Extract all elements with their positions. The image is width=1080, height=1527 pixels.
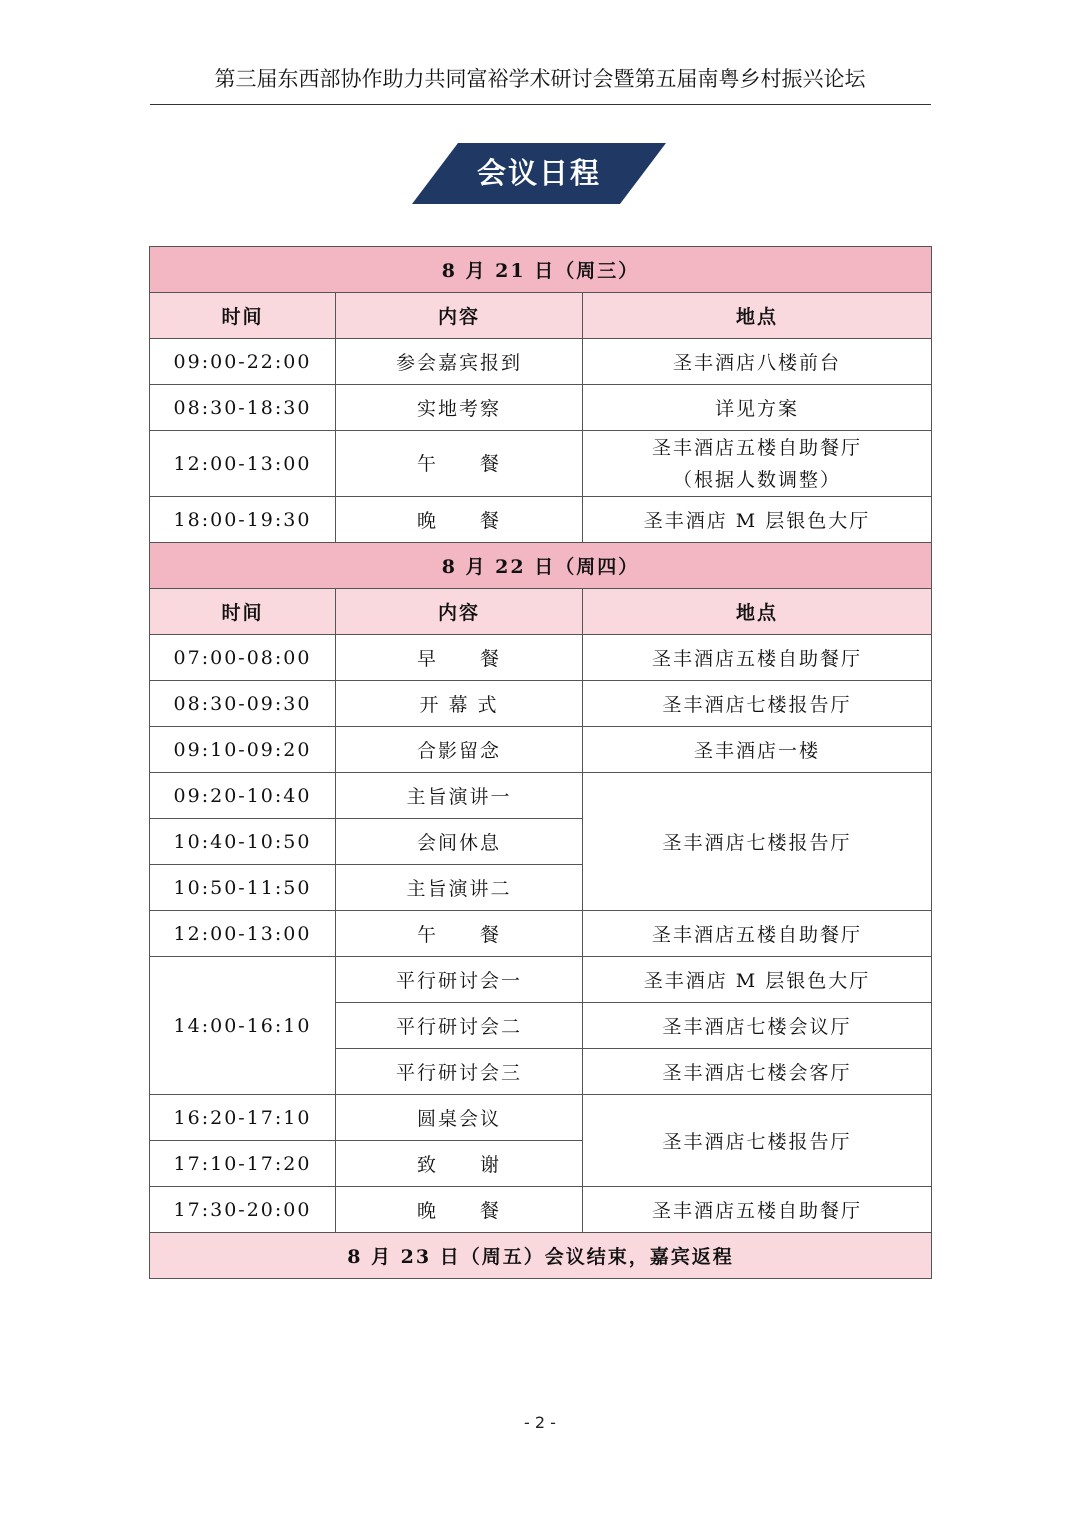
document-header-title: 第三届东西部协作助力共同富裕学术研讨会暨第五届南粤乡村振兴论坛 — [214, 67, 866, 91]
table-row — [150, 773, 932, 819]
content-cell: 平行研讨会一 — [336, 957, 583, 1003]
column-header-time: 时间 — [150, 293, 336, 339]
content-cell: 平行研讨会三 — [336, 1049, 583, 1095]
time-cell: 17:30-20:00 — [150, 1187, 336, 1233]
content-cell: 晚 餐 — [336, 497, 583, 543]
place-cell — [583, 431, 932, 497]
column-header-place: 地点 — [583, 589, 932, 635]
place-cell: 圣丰酒店七楼会议厅 — [583, 1003, 932, 1049]
time-cell: 10:40-10:50 — [150, 819, 336, 865]
closing-note: 8 月 23 日（周五）会议结束，嘉宾返程 — [150, 1233, 932, 1279]
table-row — [150, 1095, 932, 1141]
content-cell: 主旨演讲二 — [336, 865, 583, 911]
table-row — [150, 957, 932, 1003]
content-cell: 平行研讨会二 — [336, 1003, 583, 1049]
time-cell: 07:00-08:00 — [150, 635, 336, 681]
content-cell: 合影留念 — [336, 727, 583, 773]
time-cell: 12:00-13:00 — [150, 911, 336, 957]
column-header-row — [150, 293, 932, 339]
time-cell: 10:50-11:50 — [150, 865, 336, 911]
section-banner — [412, 143, 666, 204]
time-cell: 17:10-17:20 — [150, 1141, 336, 1187]
table-row — [150, 635, 932, 681]
place-cell: 圣丰酒店五楼自助餐厅 — [583, 911, 932, 957]
place-cell: 圣丰酒店七楼报告厅 — [583, 773, 932, 911]
place-cell: 圣丰酒店 M 层银色大厅 — [583, 497, 932, 543]
column-header-place: 地点 — [583, 293, 932, 339]
page-number: - 2 - — [524, 1413, 556, 1432]
table-row — [150, 339, 932, 385]
content-cell: 早 餐 — [336, 635, 583, 681]
time-cell: 12:00-13:00 — [150, 431, 336, 497]
place-cell: 详见方案 — [583, 385, 932, 431]
banner-title: 会议日程 — [476, 156, 601, 190]
header-divider — [150, 104, 931, 105]
time-cell: 18:00-19:30 — [150, 497, 336, 543]
table-row — [150, 727, 932, 773]
schedule-table — [149, 246, 932, 1279]
content-cell: 午 餐 — [336, 431, 583, 497]
table-row — [150, 431, 932, 497]
table-row — [150, 911, 932, 957]
place-line: 圣丰酒店五楼自助餐厅 — [651, 436, 862, 459]
column-header-content: 内容 — [336, 293, 583, 339]
place-cell: 圣丰酒店七楼报告厅 — [583, 681, 932, 727]
column-header-row — [150, 589, 932, 635]
content-cell: 午 餐 — [336, 911, 583, 957]
content-cell: 会间休息 — [336, 819, 583, 865]
time-cell: 08:30-09:30 — [150, 681, 336, 727]
content-cell: 参会嘉宾报到 — [336, 339, 583, 385]
table-row — [150, 385, 932, 431]
place-cell: 圣丰酒店 M 层银色大厅 — [583, 957, 932, 1003]
content-cell: 实地考察 — [336, 385, 583, 431]
time-cell: 14:00-16:10 — [150, 957, 336, 1095]
time-cell: 09:20-10:40 — [150, 773, 336, 819]
place-cell: 圣丰酒店五楼自助餐厅 — [583, 635, 932, 681]
day-date: 8 月 22 日（周四） — [150, 543, 932, 589]
day-header-row — [150, 247, 932, 293]
content-cell: 圆桌会议 — [336, 1095, 583, 1141]
table-row — [150, 1187, 932, 1233]
table-row — [150, 497, 932, 543]
time-cell: 08:30-18:30 — [150, 385, 336, 431]
place-cell: 圣丰酒店一楼 — [583, 727, 932, 773]
place-cell: 圣丰酒店七楼会客厅 — [583, 1049, 932, 1095]
place-cell: 圣丰酒店八楼前台 — [583, 339, 932, 385]
day-date: 8 月 21 日（周三） — [150, 247, 932, 293]
content-cell: 晚 餐 — [336, 1187, 583, 1233]
table-row — [150, 681, 932, 727]
time-cell: 09:00-22:00 — [150, 339, 336, 385]
time-cell: 09:10-09:20 — [150, 727, 336, 773]
content-cell: 开 幕 式 — [336, 681, 583, 727]
column-header-content: 内容 — [336, 589, 583, 635]
day-header-row — [150, 543, 932, 589]
content-cell: 致 谢 — [336, 1141, 583, 1187]
time-cell: 16:20-17:10 — [150, 1095, 336, 1141]
place-cell: 圣丰酒店七楼报告厅 — [583, 1095, 932, 1187]
place-note: （根据人数调整） — [672, 468, 841, 491]
column-header-time: 时间 — [150, 589, 336, 635]
content-cell: 主旨演讲一 — [336, 773, 583, 819]
place-cell: 圣丰酒店五楼自助餐厅 — [583, 1187, 932, 1233]
closing-row — [150, 1233, 932, 1279]
